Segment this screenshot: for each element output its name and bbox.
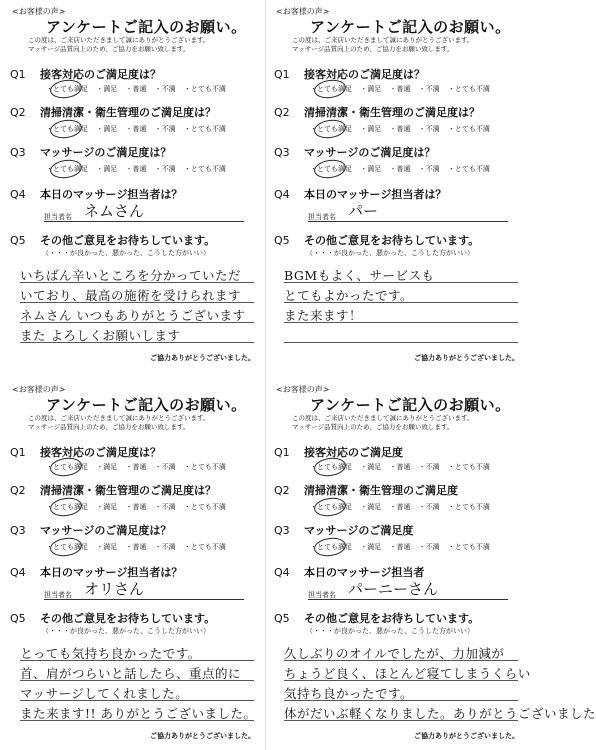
question-1 bbox=[10, 444, 161, 460]
question-5 bbox=[10, 232, 215, 248]
q-number: Q2 bbox=[10, 484, 26, 497]
question-2 bbox=[10, 482, 216, 498]
comment-line-2: いており、最高の施術を受けられます bbox=[20, 288, 242, 303]
q-number: Q1 bbox=[274, 68, 290, 81]
survey-title: アンケートご記入のお願い。 bbox=[46, 396, 247, 414]
comment-line-3: また来ます！ bbox=[284, 308, 363, 323]
q2-answer-circle bbox=[313, 496, 347, 518]
comment-line-4: また来ます!! ありがとうございました。 bbox=[20, 706, 257, 721]
comment-line-1: BGMもよく、サービスも bbox=[284, 268, 435, 283]
question-5 bbox=[274, 610, 479, 626]
q-number: Q3 bbox=[10, 146, 26, 159]
q-text: 接客対応のご満足度は？ bbox=[40, 446, 161, 459]
q-number: Q2 bbox=[274, 484, 290, 497]
q-text: 本日のマッサージ担当者は？ bbox=[304, 188, 447, 201]
thanks-note: ご協力ありがとうございました。 bbox=[414, 732, 519, 740]
q-number: Q1 bbox=[10, 446, 26, 459]
q2-options[interactable]: ・とても満足 ・満足 ・普通 ・不満 ・とても不満 bbox=[46, 503, 226, 511]
intro-line-1: この度は、ご来店いただきまして誠にありがとうございます。 bbox=[292, 36, 474, 44]
q-number: Q3 bbox=[274, 146, 290, 159]
comment-line-3: 気持ち良かったです。 bbox=[284, 686, 414, 701]
q-text: マッサージのご満足度は？ bbox=[40, 146, 172, 159]
survey-intro bbox=[292, 414, 473, 432]
question-3 bbox=[274, 522, 413, 538]
q-number: Q2 bbox=[10, 106, 26, 119]
comment-hint: （・・・が良かった、悪かった、こうした方がいい） bbox=[306, 627, 474, 635]
staff-name-line bbox=[44, 221, 244, 222]
question-5 bbox=[274, 232, 479, 248]
intro-line-2: マッサージ品質向上のため、ご協力をお願い致します。 bbox=[28, 45, 190, 53]
q-text: その他ご意見をお待ちしています。 bbox=[40, 234, 216, 247]
q-text: その他ご意見をお待ちしています。 bbox=[40, 612, 216, 625]
staff-name-handwritten: ネムさん bbox=[84, 202, 145, 220]
comment-line-2: とてもよかったです。 bbox=[284, 288, 414, 303]
staff-name-handwritten: パー bbox=[348, 202, 379, 220]
q-text: 清掃清潔・衛生管理のご満足度は？ bbox=[40, 484, 216, 497]
survey-card-1 bbox=[6, 4, 263, 369]
q-text: 清掃清潔・衛生管理のご満足度 bbox=[304, 484, 458, 497]
comment-hint: （・・・が良かった、悪かった、こうした方がいい） bbox=[306, 249, 474, 257]
question-1 bbox=[274, 66, 425, 82]
q2-options[interactable]: ・とても満足 ・満足 ・普通 ・不満 ・とても不満 bbox=[310, 503, 490, 511]
q-number: Q2 bbox=[274, 106, 290, 119]
intro-line-1: この度は、ご来店いただきまして誠にありがとうございます。 bbox=[28, 414, 210, 422]
thanks-note: ご協力ありがとうございました。 bbox=[150, 354, 255, 362]
q-number: Q3 bbox=[10, 524, 26, 537]
comment-line-1: いちばん辛いところを分かっていただ bbox=[20, 268, 242, 283]
q-text: 接客対応のご満足度は？ bbox=[304, 68, 425, 81]
q3-options[interactable]: ・とても満足 ・満足 ・普通 ・不満 ・とても不満 bbox=[46, 543, 226, 551]
q-text: 本日のマッサージ担当者 bbox=[304, 566, 425, 579]
comment-line-2: 首、肩がつらいと話したら、重点的に bbox=[20, 666, 242, 681]
q-number: Q5 bbox=[274, 234, 290, 247]
intro-line-2: マッサージ品質向上のため、ご協力をお願い致します。 bbox=[28, 423, 190, 431]
q2-answer-circle bbox=[313, 118, 347, 140]
q3-options[interactable]: ・とても満足 ・満足 ・普通 ・不満 ・とても不満 bbox=[310, 543, 490, 551]
q-text: マッサージのご満足度は？ bbox=[304, 146, 436, 159]
card-tag: <お客様の声> bbox=[276, 7, 330, 16]
staff-name-handwritten: パーニーさん bbox=[348, 580, 439, 598]
comment-line-3: ネムさん いつもありがとうございます bbox=[20, 308, 246, 323]
q-text: 清掃清潔・衛生管理のご満足度は？ bbox=[40, 106, 216, 119]
q3-options[interactable]: ・とても満足 ・満足 ・普通 ・不満 ・とても不満 bbox=[310, 165, 490, 173]
q3-answer-circle bbox=[49, 158, 83, 180]
comment-line-4: 体がだいぶ軽くなりました。ありがとうございました bbox=[284, 706, 596, 721]
card-tag: <お客様の声> bbox=[276, 385, 330, 394]
q1-options[interactable]: ・とても満足 ・満足 ・普通 ・不満 ・とても不満 bbox=[310, 463, 490, 471]
staff-label: 担当者名 bbox=[308, 213, 336, 221]
survey-intro bbox=[28, 414, 209, 432]
comment-hint: （・・・が良かった、悪かった、こうした方がいい） bbox=[42, 627, 210, 635]
q-text: 接客対応のご満足度 bbox=[304, 446, 403, 459]
q1-options[interactable]: ・とても満足 ・満足 ・普通 ・不満 ・とても不満 bbox=[46, 463, 226, 471]
staff-name-line bbox=[44, 599, 244, 600]
q-text: 本日のマッサージ担当者は？ bbox=[40, 188, 183, 201]
intro-line-2: マッサージ品質向上のため、ご協力をお願い致します。 bbox=[292, 423, 454, 431]
comment-line-2: ちょうど良く、ほとんど寝てしまうくらい bbox=[284, 666, 531, 681]
survey-intro bbox=[292, 36, 473, 54]
q-text: その他ご意見をお待ちしています。 bbox=[304, 234, 480, 247]
staff-label: 担当者名 bbox=[44, 591, 72, 599]
staff-label: 担当者名 bbox=[308, 591, 336, 599]
q-number: Q4 bbox=[274, 566, 290, 579]
question-3 bbox=[10, 522, 171, 538]
thanks-note: ご協力ありがとうございました。 bbox=[150, 732, 255, 740]
survey-card-4 bbox=[270, 382, 596, 747]
survey-intro bbox=[28, 36, 209, 54]
card-tag: <お客様の声> bbox=[12, 7, 66, 16]
staff-label: 担当者名 bbox=[44, 213, 72, 221]
q1-options[interactable]: ・とても満足 ・満足 ・普通 ・不満 ・とても不満 bbox=[310, 85, 490, 93]
q2-answer-circle bbox=[49, 118, 83, 140]
q-number: Q5 bbox=[10, 612, 26, 625]
q3-answer-circle bbox=[49, 536, 83, 558]
survey-card-2 bbox=[270, 4, 527, 369]
survey-card-3 bbox=[6, 382, 263, 747]
question-2 bbox=[274, 482, 458, 498]
comment-hint: （・・・が良かった、悪かった、こうした方がいい） bbox=[42, 249, 210, 257]
q-number: Q4 bbox=[274, 188, 290, 201]
q-number: Q5 bbox=[274, 612, 290, 625]
q2-answer-circle bbox=[49, 496, 83, 518]
intro-line-1: この度は、ご来店いただきまして誠にありがとうございます。 bbox=[28, 36, 210, 44]
card-divider bbox=[265, 0, 266, 750]
q-number: Q3 bbox=[274, 524, 290, 537]
q-number: Q4 bbox=[10, 188, 26, 201]
survey-title: アンケートご記入のお願い。 bbox=[46, 18, 247, 36]
intro-line-1: この度は、ご来店いただきまして誠にありがとうございます。 bbox=[292, 414, 474, 422]
question-3 bbox=[274, 144, 435, 160]
survey-title: アンケートご記入のお願い。 bbox=[310, 396, 511, 414]
q-number: Q5 bbox=[10, 234, 26, 247]
q2-options[interactable]: ・とても満足 ・満足 ・普通 ・不満 ・とても不満 bbox=[310, 125, 490, 133]
question-2 bbox=[10, 104, 216, 120]
ruled-line bbox=[284, 342, 518, 343]
q1-options[interactable]: ・とても満足 ・満足 ・普通 ・不満 ・とても不満 bbox=[46, 85, 226, 93]
q3-options[interactable]: ・とても満足 ・満足 ・普通 ・不満 ・とても不満 bbox=[46, 165, 226, 173]
q-number: Q1 bbox=[274, 446, 290, 459]
card-tag: <お客様の声> bbox=[12, 385, 66, 394]
q2-options[interactable]: ・とても満足 ・満足 ・普通 ・不満 ・とても不満 bbox=[46, 125, 226, 133]
survey-title: アンケートご記入のお願い。 bbox=[310, 18, 511, 36]
staff-name-line bbox=[308, 599, 508, 600]
q-text: マッサージのご満足度は？ bbox=[40, 524, 172, 537]
question-3 bbox=[10, 144, 171, 160]
staff-name-line bbox=[308, 221, 508, 222]
question-1 bbox=[10, 66, 161, 82]
q3-answer-circle bbox=[313, 536, 347, 558]
comment-line-1: とっても気持ち良かったです。 bbox=[20, 646, 201, 661]
q3-answer-circle bbox=[313, 158, 347, 180]
q-number: Q4 bbox=[10, 566, 26, 579]
q-number: Q1 bbox=[10, 68, 26, 81]
comment-line-1: 久しぶりのオイルでしたが、力加減が bbox=[284, 646, 505, 661]
q-text: その他ご意見をお待ちしています。 bbox=[304, 612, 480, 625]
staff-name-handwritten: オリさん bbox=[84, 580, 145, 598]
question-2 bbox=[274, 104, 480, 120]
q-text: マッサージのご満足度 bbox=[304, 524, 414, 537]
intro-line-2: マッサージ品質向上のため、ご協力をお願い致します。 bbox=[292, 45, 454, 53]
comment-line-3: マッサージしてくれました。 bbox=[20, 686, 189, 701]
q-text: 本日のマッサージ担当者は？ bbox=[40, 566, 183, 579]
comment-line-4: また よろしくお願いします bbox=[20, 328, 181, 343]
thanks-note: ご協力ありがとうございました。 bbox=[414, 354, 519, 362]
question-5 bbox=[10, 610, 215, 626]
q-text: 接客対応のご満足度は？ bbox=[40, 68, 161, 81]
q-text: 清掃清潔・衛生管理のご満足度は？ bbox=[304, 106, 480, 119]
